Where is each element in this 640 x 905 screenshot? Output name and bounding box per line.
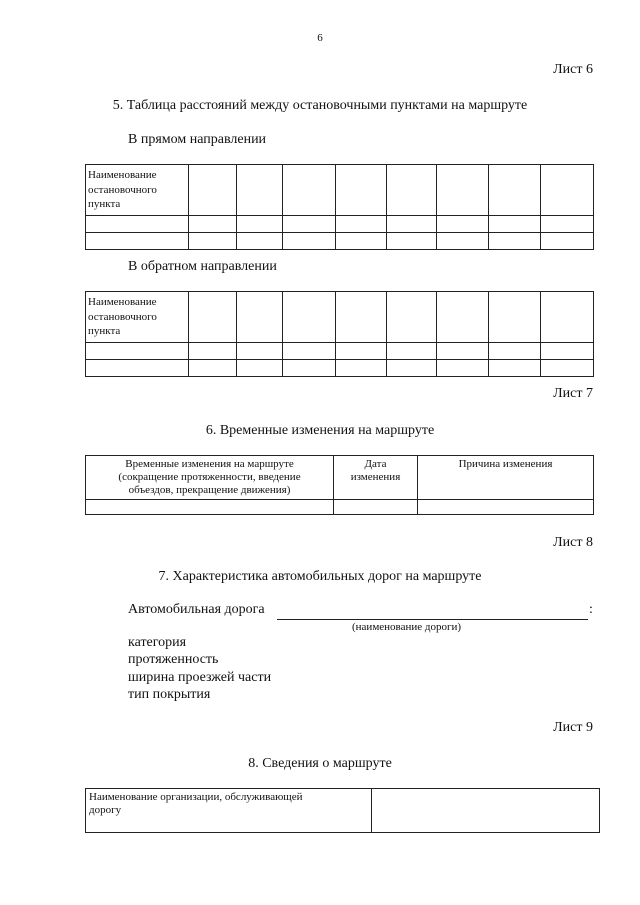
table-cell — [283, 359, 336, 376]
table-row — [86, 500, 594, 515]
sheet-label-9: Лист 9 — [553, 720, 593, 735]
header-line: остановочного — [88, 183, 157, 196]
table-cell — [189, 342, 237, 359]
table-cell — [189, 292, 237, 343]
table-row — [86, 342, 594, 359]
road-name-line — [277, 604, 588, 620]
table-cell — [541, 215, 594, 232]
table-cell — [336, 292, 387, 343]
header-line: изменения — [350, 471, 401, 483]
table-cell — [86, 215, 189, 232]
table-cell — [336, 232, 387, 249]
changes-header — [86, 456, 334, 500]
cell-line: дорогу — [89, 804, 122, 816]
table-cell — [283, 232, 336, 249]
table-cell — [336, 359, 387, 376]
table-cell — [189, 165, 237, 216]
table-cell — [336, 215, 387, 232]
table-cell — [387, 292, 437, 343]
route-info-table — [85, 788, 600, 833]
sheet-label-7: Лист 7 — [553, 386, 593, 401]
backward-direction-label: В обратном направлении — [128, 259, 277, 274]
table-cell — [283, 215, 336, 232]
table-cell — [541, 165, 594, 216]
section-5-title: 5. Таблица расстояний между остановочными пунктами на маршруте — [112, 98, 528, 113]
table-cell — [86, 232, 189, 249]
section-6-title: 6. Временные изменения на маршруте — [205, 423, 435, 438]
table-cell — [283, 342, 336, 359]
sheet-label-8: Лист 8 — [553, 535, 593, 550]
table-cell — [489, 232, 541, 249]
table-cell — [387, 215, 437, 232]
table-cell — [387, 165, 437, 216]
table-cell — [541, 292, 594, 343]
table-header-row — [86, 456, 594, 500]
page-number: 6 — [317, 32, 323, 44]
header-line: Дата — [364, 458, 387, 470]
header-line: пункта — [88, 198, 121, 210]
section-8-title: 8. Сведения о маршруте — [248, 756, 392, 771]
table-cell — [541, 232, 594, 249]
table-cell — [418, 500, 594, 515]
table-cell — [437, 215, 489, 232]
section-7-title: 7. Характеристика автомобильных дорог на маршруте — [158, 569, 482, 584]
table-cell — [189, 232, 237, 249]
table-row — [86, 359, 594, 376]
road-label: Автомобильная дорога — [128, 602, 265, 617]
stop-name-header — [86, 165, 189, 216]
date-header — [334, 456, 418, 500]
table-cell — [237, 232, 283, 249]
road-attribute-surface: тип покрытия — [128, 687, 211, 702]
table-row — [86, 215, 594, 232]
reason-header: Причина изменения — [418, 456, 594, 500]
header-line: объездов, прекращение движения) — [128, 484, 291, 496]
table-row — [86, 232, 594, 249]
table-cell — [334, 500, 418, 515]
header-line: Временные изменения на маршруте — [125, 458, 294, 470]
table-cell — [237, 292, 283, 343]
table-cell — [283, 165, 336, 216]
table-cell — [437, 342, 489, 359]
header-line: (сокращение протяженности, введение — [118, 471, 301, 483]
table-cell — [336, 165, 387, 216]
org-value-cell — [372, 789, 600, 833]
table-cell — [489, 292, 541, 343]
stop-name-header — [86, 292, 189, 343]
road-attribute-width: ширина проезжей части — [128, 670, 272, 685]
table-cell — [237, 359, 283, 376]
table-cell — [437, 165, 489, 216]
org-label-cell — [86, 789, 372, 833]
forward-direction-label: В прямом направлении — [128, 132, 267, 147]
table-cell — [437, 232, 489, 249]
table-cell — [283, 292, 336, 343]
table-cell — [489, 359, 541, 376]
table-row — [86, 789, 600, 833]
table-cell — [387, 232, 437, 249]
table-cell — [189, 215, 237, 232]
distance-table-backward — [85, 291, 594, 377]
header-line: пункта — [88, 325, 121, 337]
table-cell — [237, 342, 283, 359]
table-cell — [387, 342, 437, 359]
road-colon: : — [589, 602, 593, 617]
table-cell — [541, 359, 594, 376]
table-header-row — [86, 292, 594, 343]
header-line: остановочного — [88, 310, 157, 323]
table-cell — [387, 359, 437, 376]
table-cell — [437, 359, 489, 376]
header-line: Наименование — [88, 169, 157, 181]
table-cell — [489, 215, 541, 232]
table-cell — [541, 342, 594, 359]
table-header-row — [86, 165, 594, 216]
table-cell — [237, 215, 283, 232]
road-attribute-length: протяженность — [128, 652, 219, 667]
table-cell — [86, 359, 189, 376]
table-cell — [336, 342, 387, 359]
road-attribute-category: категория — [128, 635, 187, 650]
table-cell — [489, 342, 541, 359]
distance-table-forward — [85, 164, 594, 250]
sheet-label-6: Лист 6 — [553, 62, 593, 77]
table-cell — [86, 342, 189, 359]
table-cell — [189, 359, 237, 376]
table-cell — [489, 165, 541, 216]
temporary-changes-table — [85, 455, 594, 515]
table-cell — [86, 500, 334, 515]
table-cell — [437, 292, 489, 343]
cell-line: Наименование организации, обслуживающей — [89, 791, 303, 803]
table-cell — [237, 165, 283, 216]
header-line: Наименование — [88, 296, 157, 308]
road-name-caption: (наименование дороги) — [352, 621, 462, 633]
